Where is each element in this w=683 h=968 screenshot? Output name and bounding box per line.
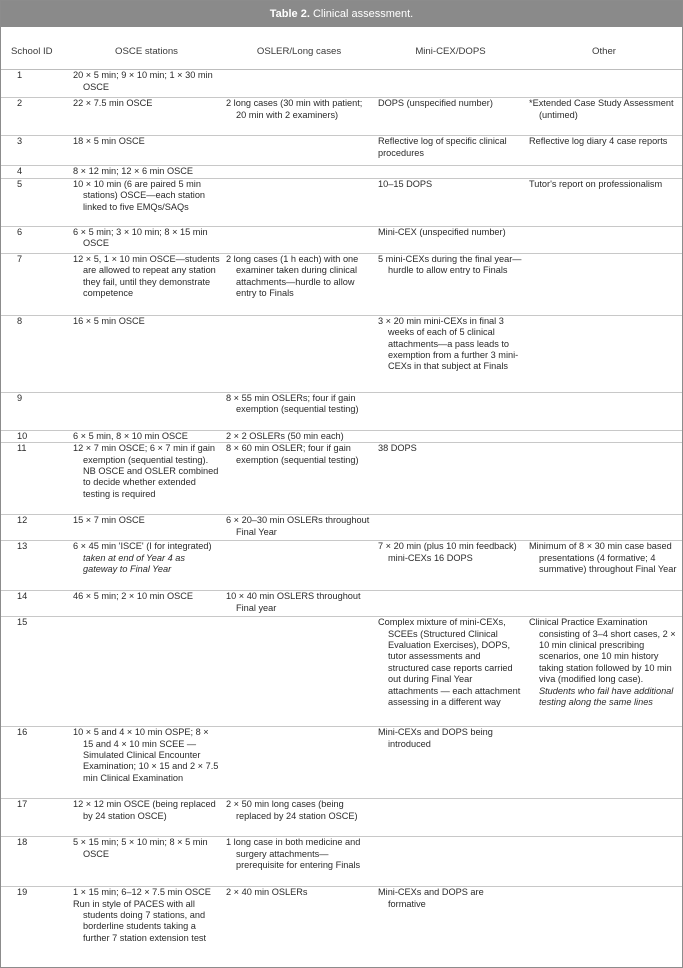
- school-id: 18: [1, 837, 70, 887]
- other-cell: [526, 591, 682, 617]
- osce-cell: 8 × 12 min; 12 × 6 min OSCE: [70, 166, 223, 178]
- other-cell: [526, 253, 682, 315]
- table-row: [1, 430, 682, 442]
- osce-cell: 22 × 7.5 min OSCE: [70, 98, 223, 136]
- other-cell: [526, 837, 682, 887]
- school-id: 15: [1, 617, 70, 727]
- mini-cex-cell: [375, 166, 526, 178]
- mini-cex-cell: [375, 392, 526, 430]
- other-cell: [526, 166, 682, 178]
- table-row: [1, 226, 682, 253]
- osler-cell: 2 × 50 min long cases (being replaced by 24 station OSCE): [223, 799, 375, 837]
- other-cell: [526, 392, 682, 430]
- header-row: [1, 27, 682, 70]
- osce-cell: 20 × 5 min; 9 × 10 min; 1 × 30 min OSCE: [73, 70, 213, 92]
- school-id: 3: [1, 136, 70, 166]
- school-id: 4: [1, 166, 70, 178]
- osler-cell: 2 × 40 min OSLERs: [223, 887, 375, 968]
- osler-cell: 2 long cases (1 h each) with one examiner taken during clinical attachments—hurdle to allow entry to Finals: [223, 253, 375, 315]
- osce-cell: 12 × 12 min OSCE (being replaced by 24 station OSCE): [70, 799, 223, 837]
- other-cell: [526, 315, 682, 392]
- table-row: [1, 178, 682, 226]
- mini-cex-cell: 5 mini-CEXs during the final year—hurdle to allow entry to Finals: [375, 253, 526, 315]
- osler-cell: [223, 315, 375, 392]
- mini-cex-cell: [375, 430, 526, 442]
- mini-cex-cell: 38 DOPS: [375, 443, 526, 515]
- osler-cell: [223, 178, 375, 226]
- other-cell: [526, 430, 682, 442]
- osce-cell: 16 × 5 min OSCE: [70, 315, 223, 392]
- mini-cex-cell: 10–15 DOPS: [375, 178, 526, 226]
- osler-cell: [223, 727, 375, 799]
- osler-cell: 10 × 40 min OSLERS throughout Final year: [223, 591, 375, 617]
- mini-cex-cell: [375, 70, 526, 98]
- school-id: 9: [1, 392, 70, 430]
- osler-cell: [223, 541, 375, 591]
- col-header-other: Other: [526, 27, 682, 70]
- other-cell: [526, 70, 682, 98]
- table-row: [1, 166, 682, 178]
- table-row: [1, 70, 682, 98]
- mini-cex-cell: [375, 515, 526, 541]
- school-id: 7: [1, 253, 70, 315]
- mini-cex-cell: 7 × 20 min (plus 10 min feedback) mini-CEXs 16 DOPS: [375, 541, 526, 591]
- table-row: [1, 136, 682, 166]
- table-row: [1, 98, 682, 136]
- school-id: 1: [17, 70, 23, 81]
- clinical-assessment-table: [1, 27, 682, 968]
- osler-cell: [223, 70, 375, 98]
- osce-cell: 5 × 15 min; 5 × 10 min; 8 × 5 min OSCE: [70, 837, 223, 887]
- table-caption: [1, 1, 682, 27]
- school-id: 17: [1, 799, 70, 837]
- table-row: [1, 617, 682, 727]
- other-cell: [526, 727, 682, 799]
- osce-cell: 10 × 5 and 4 × 10 min OSPE; 8 × 15 and 4 × 10 min SCEE — Simulated Clinical Encounter Examination; 10 × 15 and 2 × 7.5 min Clinical Examination: [70, 727, 223, 799]
- table-row: [1, 799, 682, 837]
- mini-cex-cell: 3 × 20 min mini-CEXs in final 3 weeks of each of 5 clinical attachments—a pass leads to exemption from a further 3 mini-CEXs in that subject at Finals: [375, 315, 526, 392]
- school-id: 10: [1, 430, 70, 442]
- table-row: [1, 541, 682, 591]
- other-cell: Tutor's report on professionalism: [526, 178, 682, 226]
- table-row: [1, 727, 682, 799]
- osce-cell: 15 × 7 min OSCE: [70, 515, 223, 541]
- osce-cell: 1 × 15 min; 6–12 × 7.5 min OSCE Run in style of PACES with all students doing 7 stations, and borderline students taking a further 7 station extension test: [70, 887, 223, 968]
- osce-cell: 6 × 5 min, 8 × 10 min OSCE: [70, 430, 223, 442]
- osler-cell: 2 × 2 OSLERs (50 min each): [223, 430, 375, 442]
- other-cell: [526, 443, 682, 515]
- osler-cell: 8 × 55 min OSLERs; four if gain exemption (sequential testing): [223, 392, 375, 430]
- col-header-osce: OSCE stations: [70, 27, 223, 70]
- osler-cell: 2 long cases (30 min with patient; 20 min with 2 examiners): [223, 98, 375, 136]
- school-id: 16: [1, 727, 70, 799]
- osce-cell: 18 × 5 min OSCE: [70, 136, 223, 166]
- table-row: [1, 443, 682, 515]
- osler-cell: 8 × 60 min OSLER; four if gain exemption (sequential testing): [223, 443, 375, 515]
- osce-cell: 10 × 10 min (6 are paired 5 min stations) OSCE—each station linked to five EMQs/SAQs: [70, 178, 223, 226]
- table-row: [1, 315, 682, 392]
- mini-cex-cell: Mini-CEXs and DOPS being introduced: [375, 727, 526, 799]
- mini-cex-cell: [375, 837, 526, 887]
- school-id: 6: [1, 226, 70, 253]
- school-id: 8: [1, 315, 70, 392]
- school-id: 19: [1, 887, 70, 968]
- school-id: 5: [1, 178, 70, 226]
- table-row: [1, 837, 682, 887]
- osce-cell: 6 × 45 min 'ISCE' (I for integrated) taken at end of Year 4 as gateway to Final Year: [70, 541, 223, 591]
- other-cell: *Extended Case Study Assessment (untimed): [526, 98, 682, 136]
- osler-cell: [223, 166, 375, 178]
- table-row: [1, 887, 682, 968]
- osce-cell: 12 × 5, 1 × 10 min OSCE—students are allowed to repeat any station they fail, until they demonstrate competence: [70, 253, 223, 315]
- school-id: 14: [1, 591, 70, 617]
- table-row: [1, 515, 682, 541]
- col-header-mini-cex: Mini-CEX/DOPS: [375, 27, 526, 70]
- other-cell: Minimum of 8 × 30 min case based presentations (4 formative; 4 summative) throughout Final Year: [526, 541, 682, 591]
- osler-cell: 1 long case in both medicine and surgery attachments—prerequisite for entering Finals: [223, 837, 375, 887]
- osce-cell: 12 × 7 min OSCE; 6 × 7 min if gain exemption (sequential testing). NB OSCE and OSLER combined to decide whether extended testing is required: [70, 443, 223, 515]
- osler-cell: [223, 226, 375, 253]
- other-cell: Clinical Practice Examination consisting of 3–4 short cases, 2 × 10 min clinical prescribing scenarios, one 10 min history taking station followed by 10 min viva (modified long case). Students who fail have additional testing along the same lines: [526, 617, 682, 727]
- osce-cell: 46 × 5 min; 2 × 10 min OSCE: [70, 591, 223, 617]
- mini-cex-cell: Complex mixture of mini-CEXs, SCEEs (Structured Clinical Evaluation Exercises), DOPS, tutor assessments and structured case reports carried out during Final Year attachments — each attachment assessing in a different way: [375, 617, 526, 727]
- school-id: 11: [1, 443, 70, 515]
- school-id: 2: [1, 98, 70, 136]
- other-cell: [526, 226, 682, 253]
- mini-cex-cell: [375, 591, 526, 617]
- other-cell: [526, 515, 682, 541]
- table-row: [1, 253, 682, 315]
- mini-cex-cell: [375, 799, 526, 837]
- school-id: 12: [1, 515, 70, 541]
- osce-cell: [70, 392, 223, 430]
- school-id: 13: [1, 541, 70, 591]
- col-header-osler: OSLER/Long cases: [223, 27, 375, 70]
- other-cell: [526, 799, 682, 837]
- table-row: [1, 392, 682, 430]
- other-cell: Reflective log diary 4 case reports: [526, 136, 682, 166]
- other-cell: [526, 887, 682, 968]
- col-header-school-id: School ID: [1, 27, 70, 70]
- mini-cex-cell: Mini-CEX (unspecified number): [375, 226, 526, 253]
- osce-cell: 6 × 5 min; 3 × 10 min; 8 × 15 min OSCE: [70, 226, 223, 253]
- mini-cex-cell: Mini-CEXs and DOPS are formative: [375, 887, 526, 968]
- osler-cell: 6 × 20–30 min OSLERs throughout Final Year: [223, 515, 375, 541]
- osler-cell: [223, 617, 375, 727]
- mini-cex-cell: Reflective log of specific clinical procedures: [375, 136, 526, 166]
- table-title: Clinical assessment.: [312, 8, 414, 20]
- table-number: Table 2.: [269, 8, 310, 20]
- mini-cex-cell: DOPS (unspecified number): [375, 98, 526, 136]
- osce-cell: [70, 617, 223, 727]
- table-row: [1, 591, 682, 617]
- osler-cell: [223, 136, 375, 166]
